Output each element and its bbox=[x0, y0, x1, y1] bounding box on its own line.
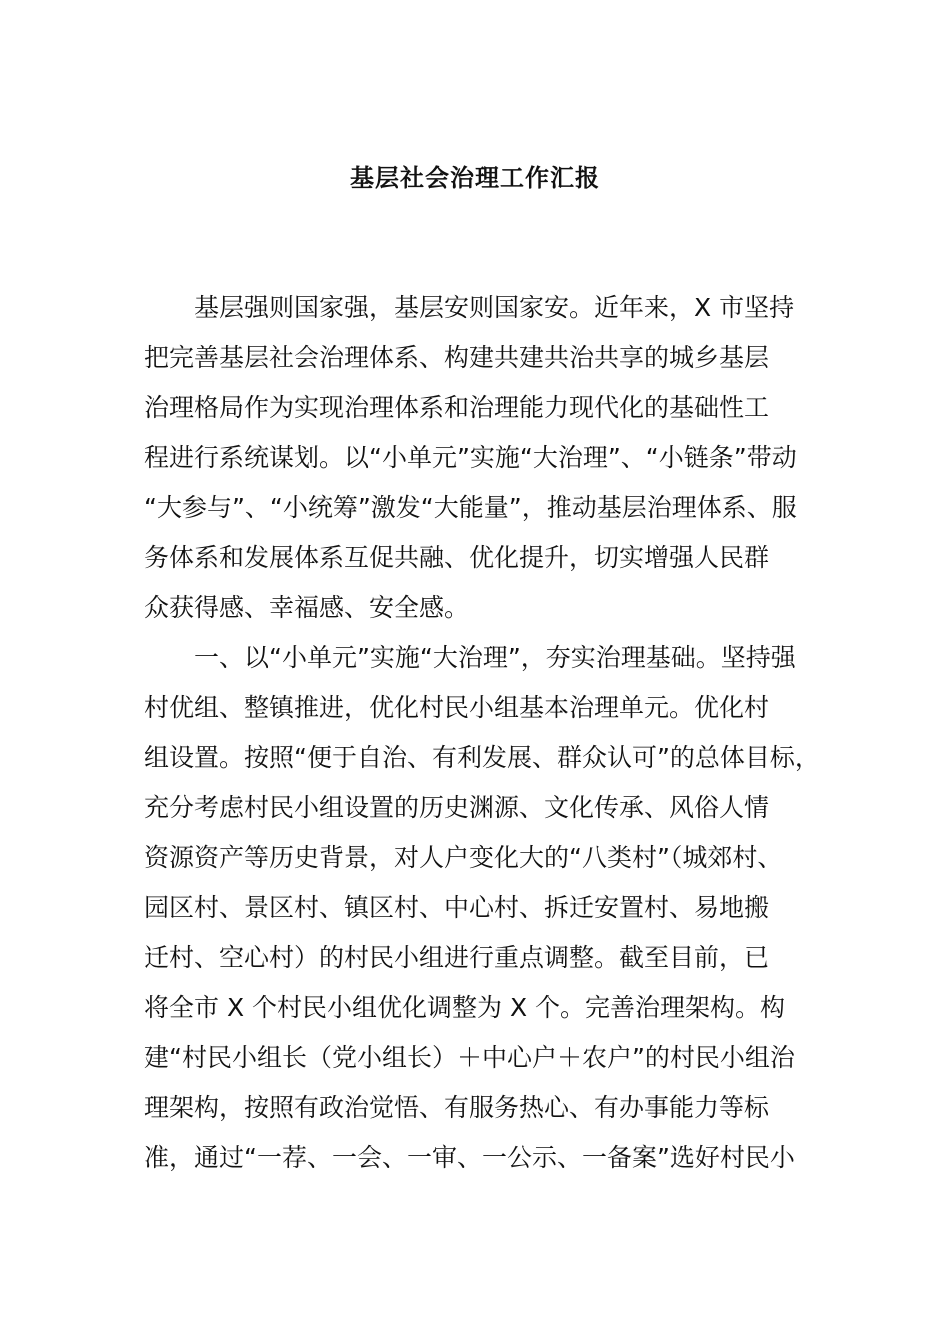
paragraph-line: 准，通过“一荐、一会、一审、一公示、一备案”选好村民小 bbox=[144, 1143, 795, 1172]
paragraph-line: 村优组、整镇推进，优化村民小组基本治理单元。优化村 bbox=[144, 693, 770, 722]
document-title: 基层社会治理工作汇报 bbox=[350, 164, 600, 192]
paragraph-line: 众获得感、幸福感、安全感。 bbox=[144, 593, 470, 622]
paragraph-line: 资源资产等历史背景，对人户变化大的“八类村”（城郊村、 bbox=[144, 843, 783, 872]
document-body bbox=[144, 283, 820, 1183]
paragraph-line: 园区村、景区村、镇区村、中心村、拆迁安置村、易地搬 bbox=[144, 893, 770, 922]
paragraph-line: 治理格局作为实现治理体系和治理能力现代化的基础性工 bbox=[144, 393, 770, 422]
paragraph-line: 基层强则国家强，基层安则国家安。近年来，X 市坚持 bbox=[194, 293, 795, 322]
paragraph-line: “大参与”、“小统筹”激发“大能量”，推动基层治理体系、服 bbox=[144, 493, 797, 522]
paragraph-line: 程进行系统谋划。以“小单元”实施“大治理”、“小链条”带动 bbox=[144, 443, 797, 472]
paragraph-line: 组设置。按照“便于自治、有利发展、群众认可”的总体目标， bbox=[144, 743, 820, 772]
paragraph-line: 建“村民小组长（党小组长）＋中心户＋农户”的村民小组治 bbox=[144, 1043, 795, 1072]
paragraph-line: 将全市 X 个村民小组优化调整为 X 个。完善治理架构。构 bbox=[144, 993, 786, 1022]
paragraph-line: 务体系和发展体系互促共融、优化提升，切实增强人民群 bbox=[144, 543, 770, 572]
paragraph-line: 一、以“小单元”实施“大治理”，夯实治理基础。坚持强 bbox=[194, 643, 796, 672]
paragraph-line: 迁村、空心村）的村民小组进行重点调整。截至目前，已 bbox=[144, 943, 770, 972]
paragraph-line: 充分考虑村民小组设置的历史渊源、文化传承、风俗人情 bbox=[144, 793, 770, 822]
paragraph-line: 把完善基层社会治理体系、构建共建共治共享的城乡基层 bbox=[144, 343, 770, 372]
paragraph-line: 理架构，按照有政治觉悟、有服务热心、有办事能力等标 bbox=[144, 1093, 770, 1122]
